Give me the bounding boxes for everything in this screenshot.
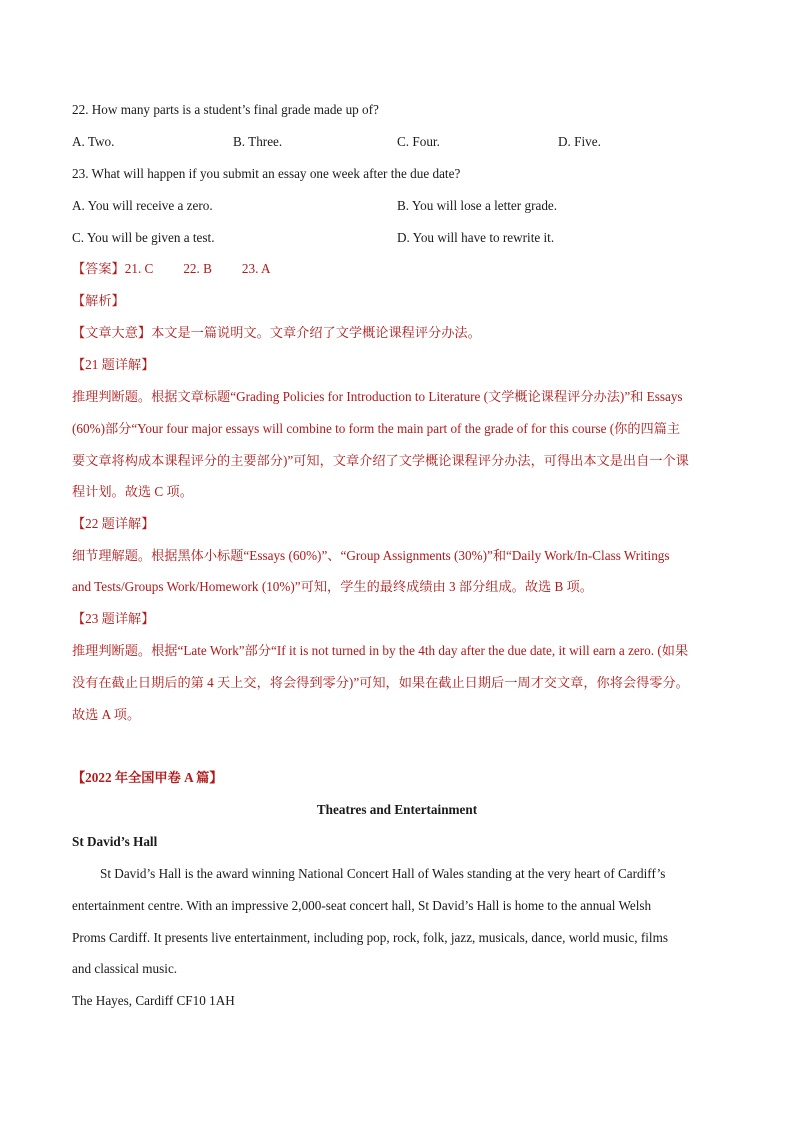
summary-text: 本文是一篇说明文。文章介绍了文学概论课程评分办法。	[151, 325, 481, 340]
q22-option-d: D. Five.	[558, 134, 601, 149]
venue-address: The Hayes, Cardiff CF10 1AH	[72, 993, 235, 1008]
section-tag: 【2022 年全国甲卷 A 篇】	[72, 770, 223, 785]
q22-option-a: A. Two.	[72, 134, 115, 149]
passage-paragraph-line: entertainment centre. With an impressive 2,000-seat concert hall, St David’s Hall is home to the annual Welsh	[72, 898, 652, 913]
passage-title: Theatres and Entertainment	[316, 802, 478, 817]
passage-paragraph-line: St David’s Hall is the award winning National Concert Hall of Wales standing at the very heart of Cardiff’s	[100, 866, 666, 881]
venue-name: St David’s Hall	[72, 834, 158, 849]
detail-23-line: 故选 A 项。	[72, 707, 141, 722]
detail-21-heading: 【21 题详解】	[72, 357, 155, 372]
detail-21-line: 要文章将构成本课程评分的主要部分)”可知，文章介绍了文学概论课程评分办法，可得出本文是出自一个课	[72, 453, 689, 468]
detail-22-line: and Tests/Groups Work/Homework (10%)”可知，学生的最终成绩由 3 部分组成。故选 B 项。	[72, 579, 593, 594]
passage-paragraph-line: Proms Cardiff. It presents live entertainment, including pop, rock, folk, jazz, musicals, dance, world music, films	[72, 930, 668, 945]
detail-21-line: 程计划。故选 C 项。	[72, 484, 193, 499]
answer-22: 22. B	[183, 261, 212, 276]
summary-line	[72, 324, 481, 342]
analysis-heading: 【解析】	[72, 293, 125, 308]
q23-option-b: B. You will lose a letter grade.	[397, 198, 558, 213]
passage-paragraph-line: and classical music.	[72, 961, 178, 976]
question-22-stem: 22. How many parts is a student’s final grade made up of?	[72, 102, 379, 117]
q23-option-d: D. You will have to rewrite it.	[397, 230, 555, 245]
detail-23-line: 推理判断题。根据“Late Work”部分“If it is not turned in by the 4th day after the due date, it will earn a zero. (如果	[72, 643, 689, 658]
q22-option-b: B. Three.	[233, 134, 283, 149]
q23-option-a: A. You will receive a zero.	[72, 198, 213, 213]
answer-label: 【答案】	[72, 261, 125, 276]
detail-23-line: 没有在截止日期后的第 4 天上交，将会得到零分)”可知，如果在截止日期后一周才交文章，你将会得零分。	[72, 675, 689, 690]
answer-line	[72, 260, 270, 278]
question-23-stem: 23. What will happen if you submit an essay one week after the due date?	[72, 166, 461, 181]
summary-label: 【文章大意】	[72, 325, 152, 340]
detail-23-heading: 【23 题详解】	[72, 611, 155, 626]
answer-23: 23. A	[241, 261, 271, 276]
detail-21-line: 推理判断题。根据文章标题“Grading Policies for Introduction to Literature (文学概论课程评分办法)”和 Essays	[72, 389, 683, 404]
answer-21: 21. C	[124, 261, 154, 276]
detail-21-line: (60%)部分“Your four major essays will combine to form the main part of the grade of for this course (你的四篇主	[72, 421, 681, 436]
q22-option-c: C. Four.	[397, 134, 440, 149]
detail-22-line: 细节理解题。根据黑体小标题“Essays (60%)”、“Group Assignments (30%)”和“Daily Work/In-Class Writings	[72, 548, 670, 563]
q23-option-c: C. You will be given a test.	[72, 230, 215, 245]
detail-22-heading: 【22 题详解】	[72, 516, 155, 531]
